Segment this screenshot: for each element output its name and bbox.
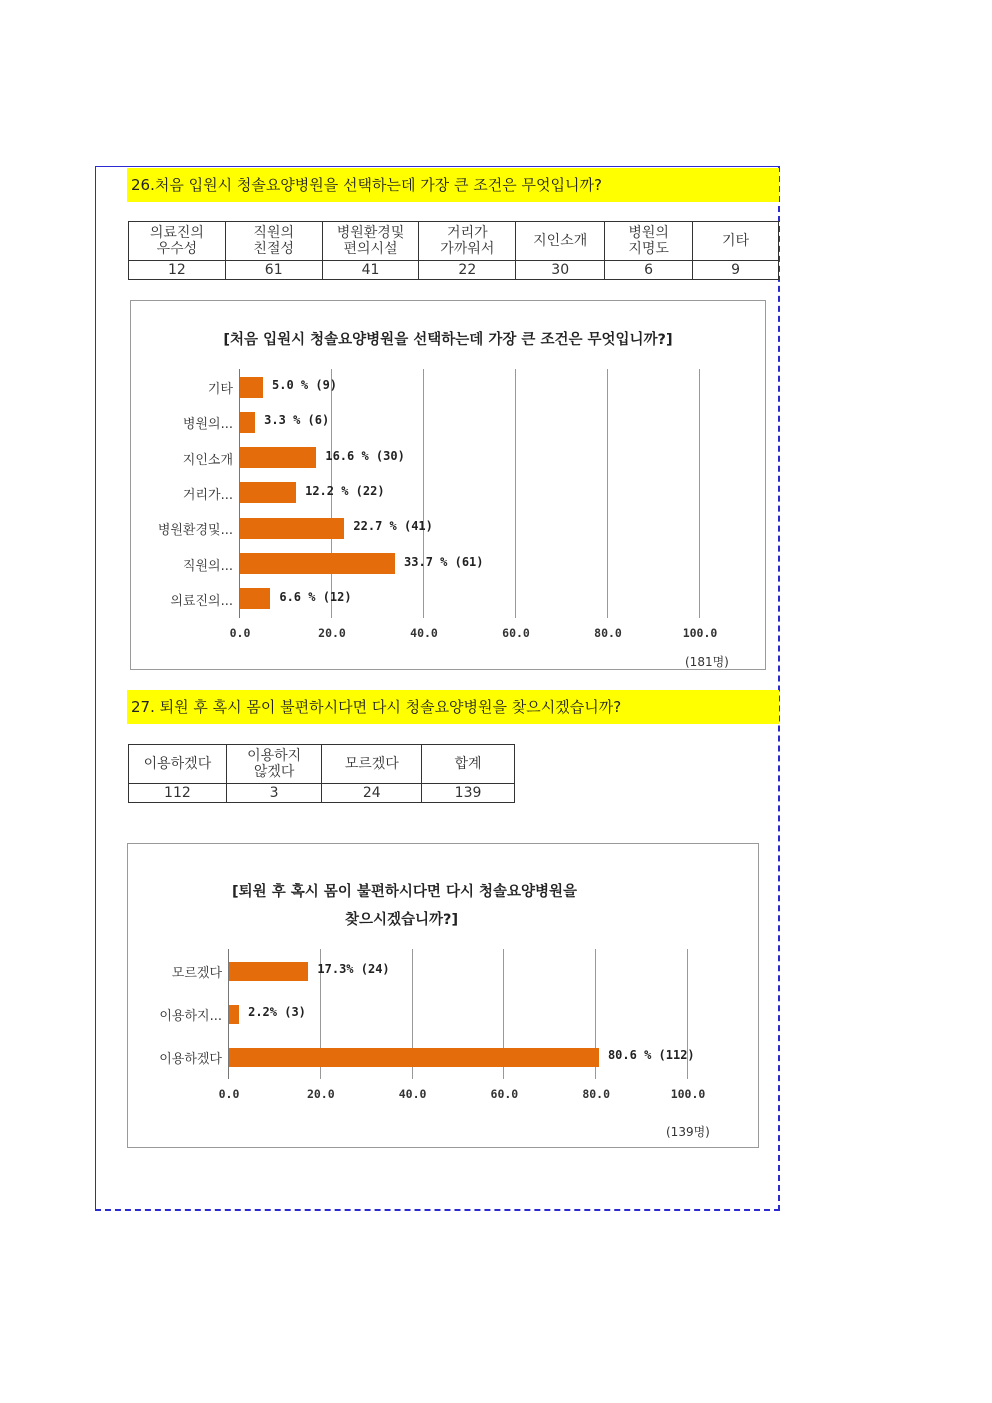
q26-value-cell: 22	[419, 261, 516, 280]
q26-value-row	[129, 261, 779, 280]
q27-header-cell	[322, 745, 422, 784]
q26-header-cell	[419, 222, 516, 261]
q27-sample-size: (139명)	[666, 1125, 710, 1139]
q26-value-cell: 12	[129, 261, 226, 280]
x-tick-label: 0.0	[229, 626, 251, 640]
q27-value-cell: 24	[322, 784, 422, 803]
bar	[229, 1005, 239, 1024]
q26-sample-size: (181명)	[685, 655, 729, 669]
q27-value-cell: 139	[422, 784, 515, 803]
q27-table	[128, 744, 515, 803]
q26-header-text: 가까워서	[440, 241, 495, 257]
category-label: 지인소개	[182, 452, 233, 468]
q27-header-row	[129, 745, 515, 784]
q26-header-text: 우수성	[156, 241, 198, 257]
bar	[229, 962, 308, 981]
q27-header-cell	[129, 745, 227, 784]
q26-header-cell	[225, 222, 322, 261]
q26-header-cell	[605, 222, 693, 261]
bar	[240, 412, 255, 433]
q26-header-cell	[129, 222, 226, 261]
q27-chart-title-line2: 찾으시겠습니까?]	[345, 912, 459, 928]
q26-value-cell: 61	[225, 261, 322, 280]
q26-value-cell: 9	[693, 261, 779, 280]
gridline	[423, 369, 424, 618]
gridline	[515, 369, 516, 618]
gridline	[607, 369, 608, 618]
data-label: 80.6 % (112)	[607, 1048, 695, 1062]
gridline	[699, 369, 700, 618]
bar	[240, 553, 395, 574]
q26-header-text: 병원환경및	[336, 225, 405, 241]
category-label: 모르겠다	[171, 966, 222, 981]
q26-table	[128, 221, 779, 280]
q27-header-text: 이용하겠다	[143, 756, 212, 772]
data-label: 22.7 % (41)	[353, 519, 433, 534]
x-tick-label: 0.0	[218, 1087, 240, 1101]
bar	[229, 1048, 599, 1067]
bar	[240, 588, 270, 609]
q26-header-cell	[693, 222, 779, 261]
q26-header-cell	[322, 222, 419, 261]
q27-header-text: 않겠다	[253, 764, 295, 780]
q26-header-text: 병원의	[628, 225, 669, 241]
category-label: 거리가...	[182, 487, 233, 503]
x-tick-label: 60.0	[502, 626, 530, 640]
q26-header-text: 직원의	[253, 225, 294, 241]
bar	[240, 377, 263, 398]
data-label: 6.6 % (12)	[279, 589, 352, 604]
q27-value-cell: 3	[226, 784, 322, 803]
q26-header-text: 지인소개	[533, 233, 588, 249]
x-tick-label: 20.0	[318, 626, 346, 640]
q26-value-cell: 6	[605, 261, 693, 280]
category-label: 병원의...	[182, 417, 233, 433]
x-tick-label: 40.0	[398, 1087, 427, 1101]
q26-header-text: 거리가	[447, 225, 488, 241]
q26-header-text: 지명도	[628, 241, 669, 257]
category-label: 이용하지...	[159, 1009, 222, 1024]
x-tick-label: 80.0	[594, 626, 622, 640]
data-label: 16.6 % (30)	[325, 448, 405, 463]
q26-chart-title: [처음 입원시 청솔요양병원을 선택하는데 가장 큰 조건은 무엇입니까?]	[223, 332, 673, 348]
q26-header-text: 의료진의	[149, 225, 204, 241]
category-label: 기타	[207, 382, 233, 397]
data-label: 3.3 % (6)	[264, 413, 330, 428]
category-label: 병원환경및...	[157, 523, 233, 539]
x-tick-label: 100.0	[670, 1087, 706, 1101]
q26-value-cell: 41	[322, 261, 419, 280]
data-label: 2.2% (3)	[248, 1005, 306, 1019]
q26-header-text: 친절성	[253, 241, 294, 257]
q26-header-cell	[516, 222, 605, 261]
q26-header-text: 편의시설	[343, 241, 398, 257]
data-label: 17.3% (24)	[317, 962, 390, 976]
x-tick-label: 40.0	[410, 626, 438, 640]
q26-chart	[130, 300, 766, 670]
q26-header-row	[129, 222, 779, 261]
q27-header-cell	[422, 745, 515, 784]
bar	[240, 482, 296, 503]
q27-header-text: 이용하지	[247, 748, 302, 764]
category-label: 이용하겠다	[159, 1052, 222, 1067]
category-label: 직원의...	[182, 558, 233, 574]
q27-value-cell: 112	[129, 784, 227, 803]
q27-header-cell	[226, 745, 322, 784]
bar	[240, 447, 316, 468]
x-tick-label: 60.0	[490, 1087, 519, 1101]
q27-value-row	[129, 784, 515, 803]
bar	[240, 518, 344, 539]
q27-chart	[127, 843, 759, 1148]
x-tick-label: 80.0	[582, 1087, 611, 1101]
q27-chart-title-line1: [퇴원 후 혹시 몸이 불편하시다면 다시 청솔요양병원을	[232, 884, 578, 900]
x-tick-label: 100.0	[682, 626, 718, 640]
q27-header-text: 모르겠다	[344, 756, 399, 772]
q26-value-cell: 30	[516, 261, 605, 280]
question-27: 27. 퇴원 후 혹시 몸이 불편하시다면 다시 청솔요양병원을 찾으시겠습니까?	[127, 690, 779, 724]
q27-header-text: 합계	[454, 756, 482, 772]
x-tick-label: 20.0	[306, 1087, 335, 1101]
category-label: 의료진의...	[170, 593, 233, 609]
q26-header-text: 기타	[721, 233, 750, 249]
data-label: 12.2 % (22)	[305, 483, 385, 498]
question-26: 26.처음 입원시 청솔요양병원을 선택하는데 가장 큰 조건은 무엇입니까?	[127, 168, 779, 202]
data-label: 5.0 % (9)	[272, 378, 338, 392]
data-label: 33.7 % (61)	[404, 554, 484, 569]
